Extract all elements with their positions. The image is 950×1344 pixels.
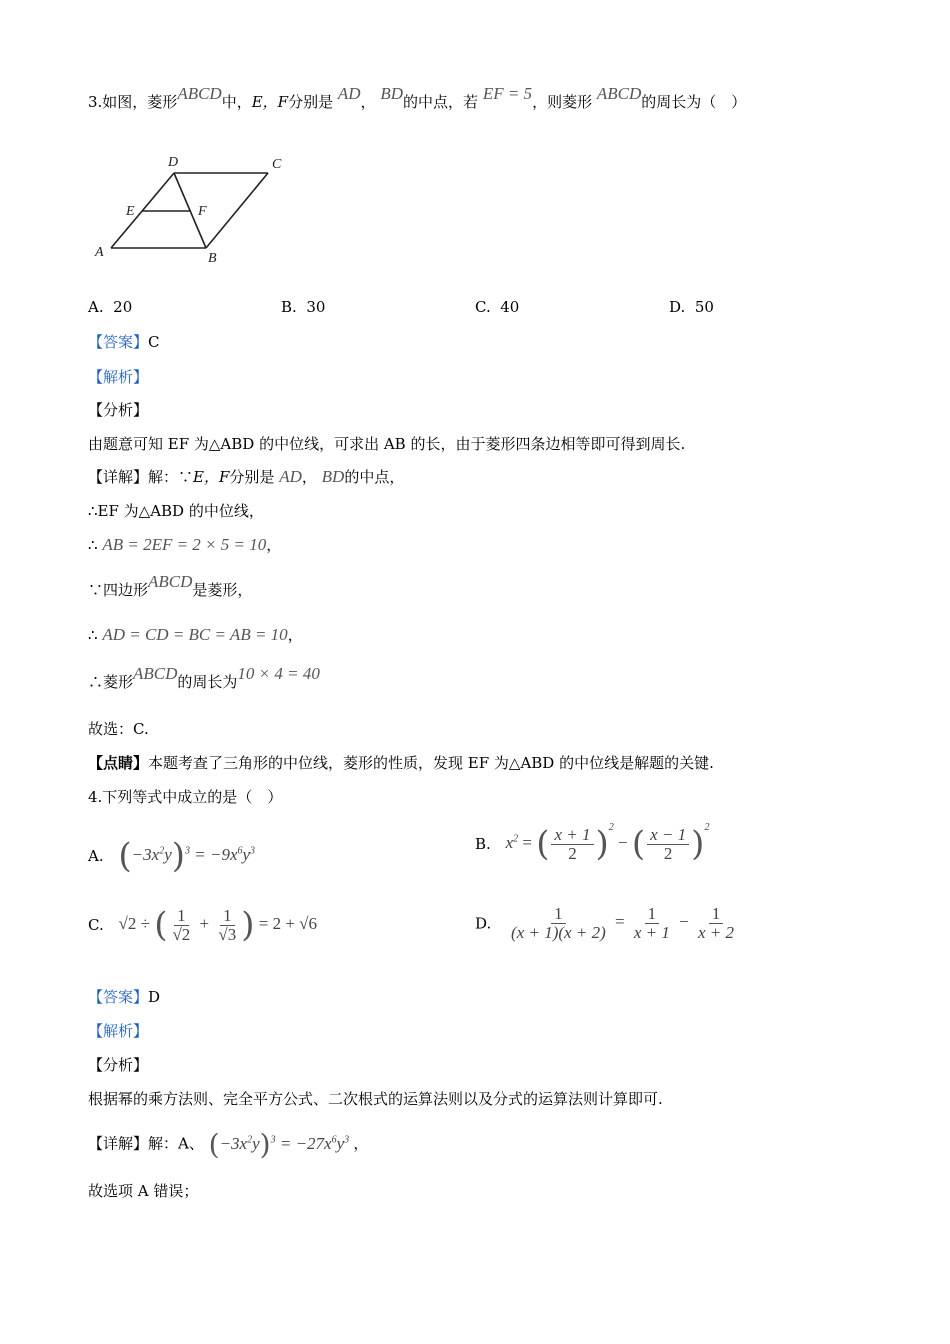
expr-y: y [336,1133,345,1153]
numerator: x − 1 [647,826,689,845]
denominator: x + 2 [697,923,734,942]
option-letter: D. [475,914,492,933]
q3-stem [88,84,747,112]
option-d-expr [506,904,739,942]
option-letter: A. [88,298,104,316]
q3-mid3: 的中点，若 [403,93,479,111]
sup: 3 [250,845,256,857]
label-b: B [208,251,217,266]
q3-detail-3 [88,535,281,555]
math-perimeter: 10 × 4 = 40 [237,664,320,683]
expr-rhs: = −27x [279,1133,332,1153]
denominator: x + 1 [633,923,670,942]
sup: 2 [608,822,614,833]
expr-y: y [242,844,251,864]
comment-text: 本题考查了三角形的中位线，菱形的性质，发现 EF 为△ABD 的中位线是解题的关键. [148,754,714,772]
math-sides-eq: AD = CD = BC = AB = 10 [102,625,288,644]
option-c-expr: √2 ÷ ( $\frac{1}{√2}$ + $\frac{1}{√3}$ ) = 2 + √6 [118,905,318,945]
sup: 2 [159,845,165,857]
answer-value: D [148,988,161,1006]
detail-tag: 【详解】 [88,1134,149,1153]
math-bd: BD [380,84,404,103]
math-ad: AD [279,467,302,486]
option-value: 40 [500,298,520,316]
math-ab-eq: AB = 2EF = 2 × 5 = 10 [102,535,267,554]
detail-a: 解：A、 [148,1134,204,1153]
q3-mid4: ，则菱形 [532,93,593,111]
q4-option-d[interactable] [475,905,739,942]
detail-6a: ∴菱形 [88,673,134,691]
q3-detail-4 [88,572,253,600]
equals: = [614,912,625,932]
option-letter: B. [281,298,297,316]
q4-fenxi: 【分析】 [88,1056,149,1074]
expr-x: x [505,833,514,852]
denominator: √3 [218,924,237,944]
q3-option-a[interactable] [88,298,132,316]
q3-analysis: 由题意可知 EF 为△ABD 的中位线，可求出 AB 的长，由于菱形四条边相等即可得到周长. [88,435,686,453]
comma: ， [266,536,282,554]
q3-ef-names: E，F [251,93,289,111]
q4-option-b[interactable] [475,822,709,864]
expr-lhs: −3x [131,844,160,864]
fraction [551,826,593,863]
q3-option-b[interactable] [281,298,325,316]
q3-fenxi: 【分析】 [88,401,149,419]
numerator: 1 [709,905,724,924]
option-value: 20 [113,298,133,316]
sup: 6 [331,1134,337,1145]
answer-tag: 【答案】 [88,333,149,351]
minus: − [679,912,689,932]
math-abcd: ABCD [177,84,222,103]
equals: = [522,833,532,852]
denominator: 2 [663,843,673,863]
q4-detail [88,1127,369,1161]
q4-analysis: 根据幂的乘方法则、完全平方公式、二次根式的运算法则以及分式的运算法则计算即可. [88,1090,663,1108]
q4-jiexi: 【解析】 [88,1022,149,1040]
numerator: 1 [174,907,189,926]
detail-6c: 的周长为 [177,673,238,691]
label-a: A [95,245,104,260]
answer-value: C [148,333,160,351]
q4-conclusion: 故选项 A 错误； [88,1182,199,1200]
q3-detail-5 [88,625,303,645]
comma: ， [353,1134,369,1153]
detail-tag: 【详解】 [88,468,149,486]
edge-cb [206,173,268,248]
numerator: 1 [645,905,660,924]
fraction [631,905,673,942]
comment-tag: 【点睛】 [88,754,149,772]
detail-1a: 解：∵ [148,468,194,486]
q3-option-c[interactable] [475,298,519,316]
q3-option-d[interactable] [669,298,714,316]
option-value: 30 [306,298,326,316]
option-letter: D. [669,298,686,316]
label-f: F [198,204,207,219]
expr-lhs: −3x [219,1133,248,1153]
detail-1e: ， [301,468,317,486]
option-letter: C. [88,915,104,934]
sqrt-2: √2 [118,913,137,933]
detail-1g: 的中点， [344,468,405,486]
numerator: x + 1 [551,826,593,845]
option-letter: A. [88,846,104,865]
q3-mid1: 中， [221,93,252,111]
expr-rhs: = 2 + √6 [258,913,318,933]
q4-option-a[interactable] [88,836,255,876]
denominator: (x + 1)(x + 2) [511,923,606,942]
q3-choice: 故选：C. [88,720,149,738]
option-b-expr: $x^2$ = ( $\frac{x + 1}{2}$ )$^2$ − ( $\frac{x - 1}{2}$ )$^2$ [505,822,710,865]
detail-4c: 是菱形， [192,581,253,599]
fraction [695,905,737,942]
numerator: 1 [551,905,566,924]
fraction [215,907,239,944]
math-abcd: ABCD [133,664,178,683]
sup: 3 [185,845,190,857]
option-a-expr: $(-3x^2y)^3 = -9x^6y^3$ [118,836,256,876]
rhombus-figure [88,148,298,270]
q3-prefix: 3.如图，菱形 [88,93,178,111]
minus: − [618,833,628,852]
fraction [169,907,193,944]
label-c: C [272,157,282,172]
q3-mid2: 分别是 [288,93,334,111]
sup: 2 [247,1134,253,1145]
q3-suffix: 的周长为（ ） [641,93,747,111]
detail-expr: $(-3x^2y)^3 = -27x^6y^3$ [208,1127,350,1161]
sup: 2 [704,822,710,833]
math-abcd-2: ABCD [596,84,642,103]
plus: + [199,913,210,933]
math-bd: BD [321,467,345,486]
option-letter: B. [475,835,491,853]
math-ef-eq: EF = 5 [482,84,533,103]
q4-answer [88,987,160,1007]
math-abcd: ABCD [148,572,193,591]
sup: 6 [237,845,243,857]
divide: ÷ [140,913,150,933]
fraction [508,905,609,942]
q3-comment [88,753,714,773]
therefore: ∴ [88,626,98,644]
sup: 3 [270,1134,276,1145]
q3-jiexi: 【解析】 [88,368,149,386]
therefore: ∴ [88,536,98,554]
q4-option-c[interactable] [88,905,317,945]
q3-comma: ， [360,93,376,111]
option-letter: C. [475,298,491,316]
expr-y: y [252,1133,260,1153]
expr-rhs: = −9x [194,844,238,864]
comma: ， [287,626,303,644]
detail-1b: E，F [193,468,230,486]
q4-stem: 4.下列等式中成立的是（ ） [88,788,283,806]
math-ad: AD [337,84,361,103]
detail-4a: ∵四边形 [88,581,149,599]
denominator: 2 [568,843,577,863]
detail-1c: 分别是 [229,468,275,486]
sup: 2 [513,833,519,845]
q3-detail-6 [88,664,320,692]
denominator: √2 [172,924,191,944]
sup: 3 [344,1134,350,1145]
label-d: D [168,155,179,170]
q3-answer [88,332,160,352]
q3-detail-2: ∴EF 为△ABD 的中位线， [88,502,264,520]
fraction [647,826,689,863]
q3-detail-1 [88,467,404,487]
option-value: 50 [694,298,714,316]
expr-y: y [164,844,172,864]
answer-tag: 【答案】 [88,988,149,1006]
numerator: 1 [220,907,235,926]
label-e: E [126,204,135,219]
